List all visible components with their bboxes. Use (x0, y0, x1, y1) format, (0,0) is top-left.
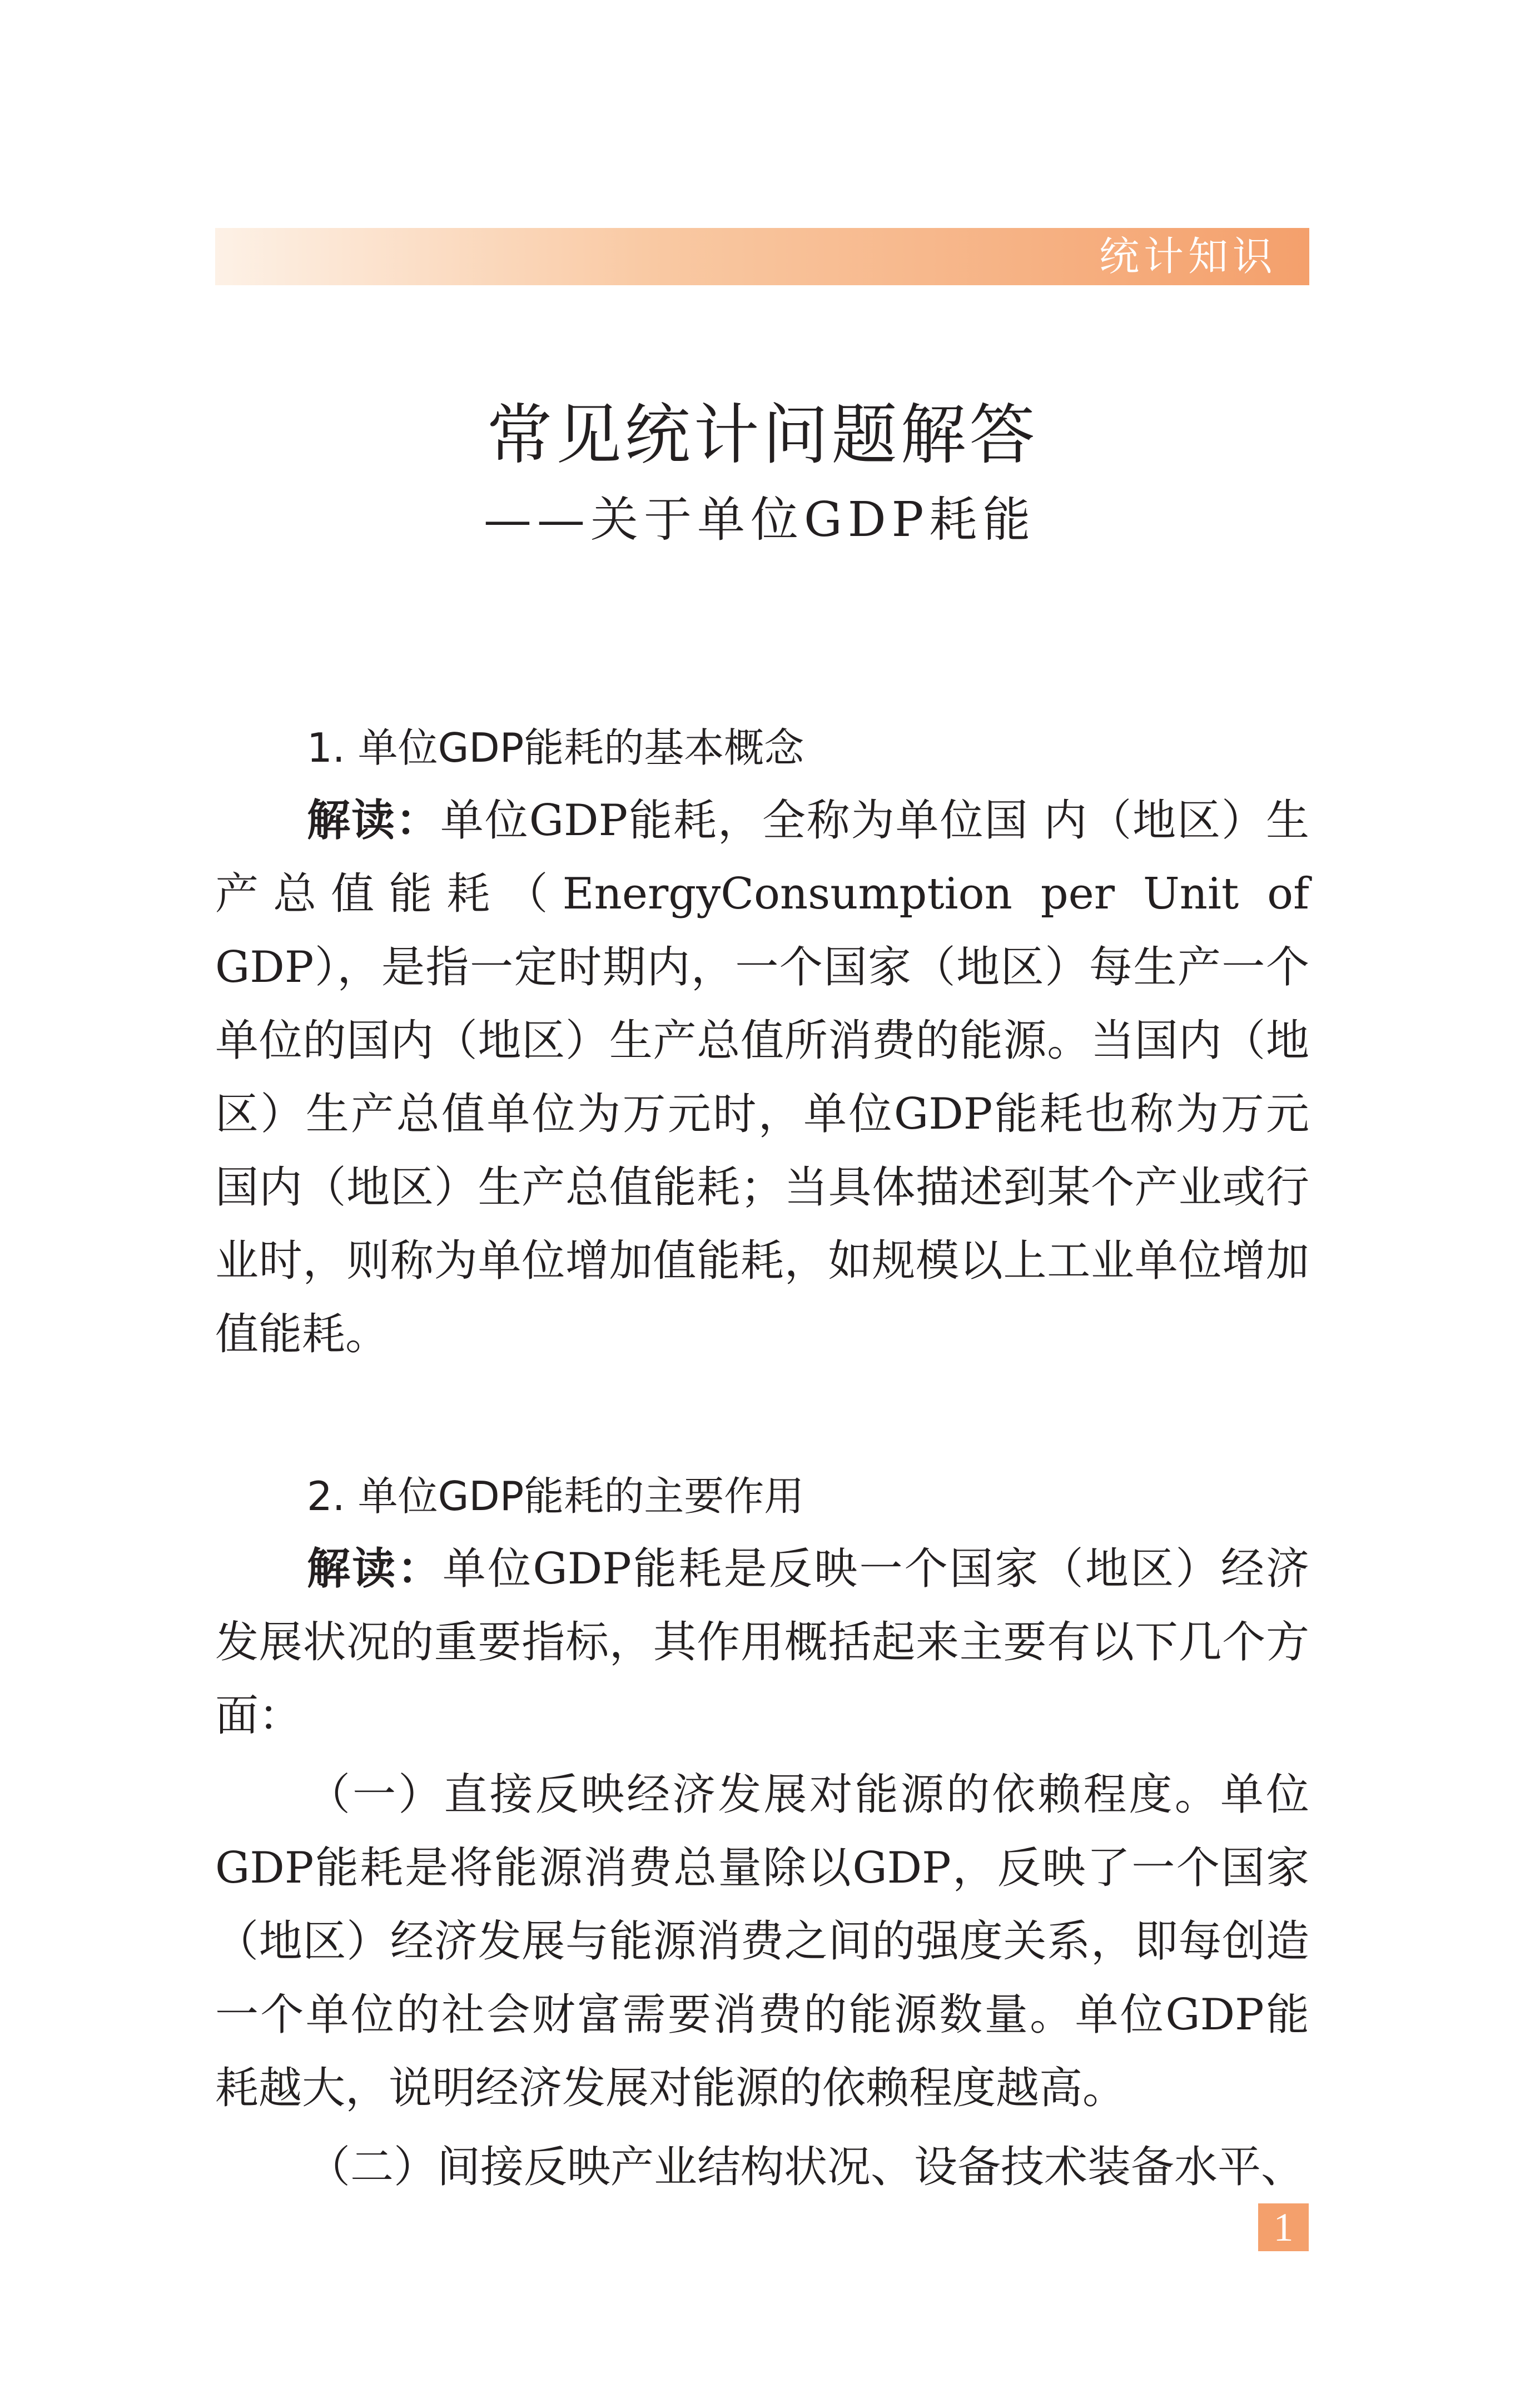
paragraph (215, 1758, 1309, 2125)
section-main-role (215, 1466, 1309, 2204)
paragraph-lead: 解读： (307, 796, 440, 846)
section-heading: 2. 单位GDP能耗的主要作用 (307, 1473, 804, 1520)
section-basic-concept (215, 717, 1309, 1371)
paragraph-text: （一）直接反映经济发展对能源的依赖程度。单位GDP能耗是将能源消费总量除以GDP，反映了一个国家（地区）经济发展与能源消费之间的强度关系，即每创造一个单位的社会财富需要消费的能源数量。单位GDP能耗越大，说明经济发展对能源的依赖程度越高。 (215, 1770, 1309, 2113)
paragraph-lead: 解读： (307, 1544, 443, 1594)
paragraph (215, 2131, 1309, 2204)
paragraph-text: （二）间接反映产业结构状况、设备技术装备水平、 (307, 2142, 1305, 2192)
page-subtitle: ——关于单位GDP耗能 (484, 492, 1036, 548)
paragraph (215, 784, 1309, 1371)
header-band (215, 228, 1309, 285)
page-title: 常见统计问题解答 (486, 396, 1039, 473)
section-heading: 1. 单位GDP能耗的基本概念 (307, 724, 804, 771)
article-body (215, 717, 1309, 2204)
paragraph-text: 单位GDP能耗，全称为单位国 内（地区）生产总值能耗（EnergyConsumption per Unit of GDP），是指一定时期内，一个国家（地区）每生产一个单位的国内（地区）生产总值所消费的能源。当国内（地区）生产总值单位为万元时，单位GDP能耗也称为万元国内（地区）生产总值能耗；当具体描述到某个产业或行业时，则称为单位增加值能耗，如规模以上工业单位增加值能耗。 (215, 796, 1309, 1359)
paragraph (215, 1532, 1309, 1752)
paragraph-text: 单位GDP能耗是反映一个国家（地区）经济发展状况的重要指标，其作用概括起来主要有以下几个方面： (215, 1544, 1309, 1741)
page-number: 1 (1258, 2203, 1309, 2251)
section-label: 统计知识 (1099, 233, 1277, 280)
